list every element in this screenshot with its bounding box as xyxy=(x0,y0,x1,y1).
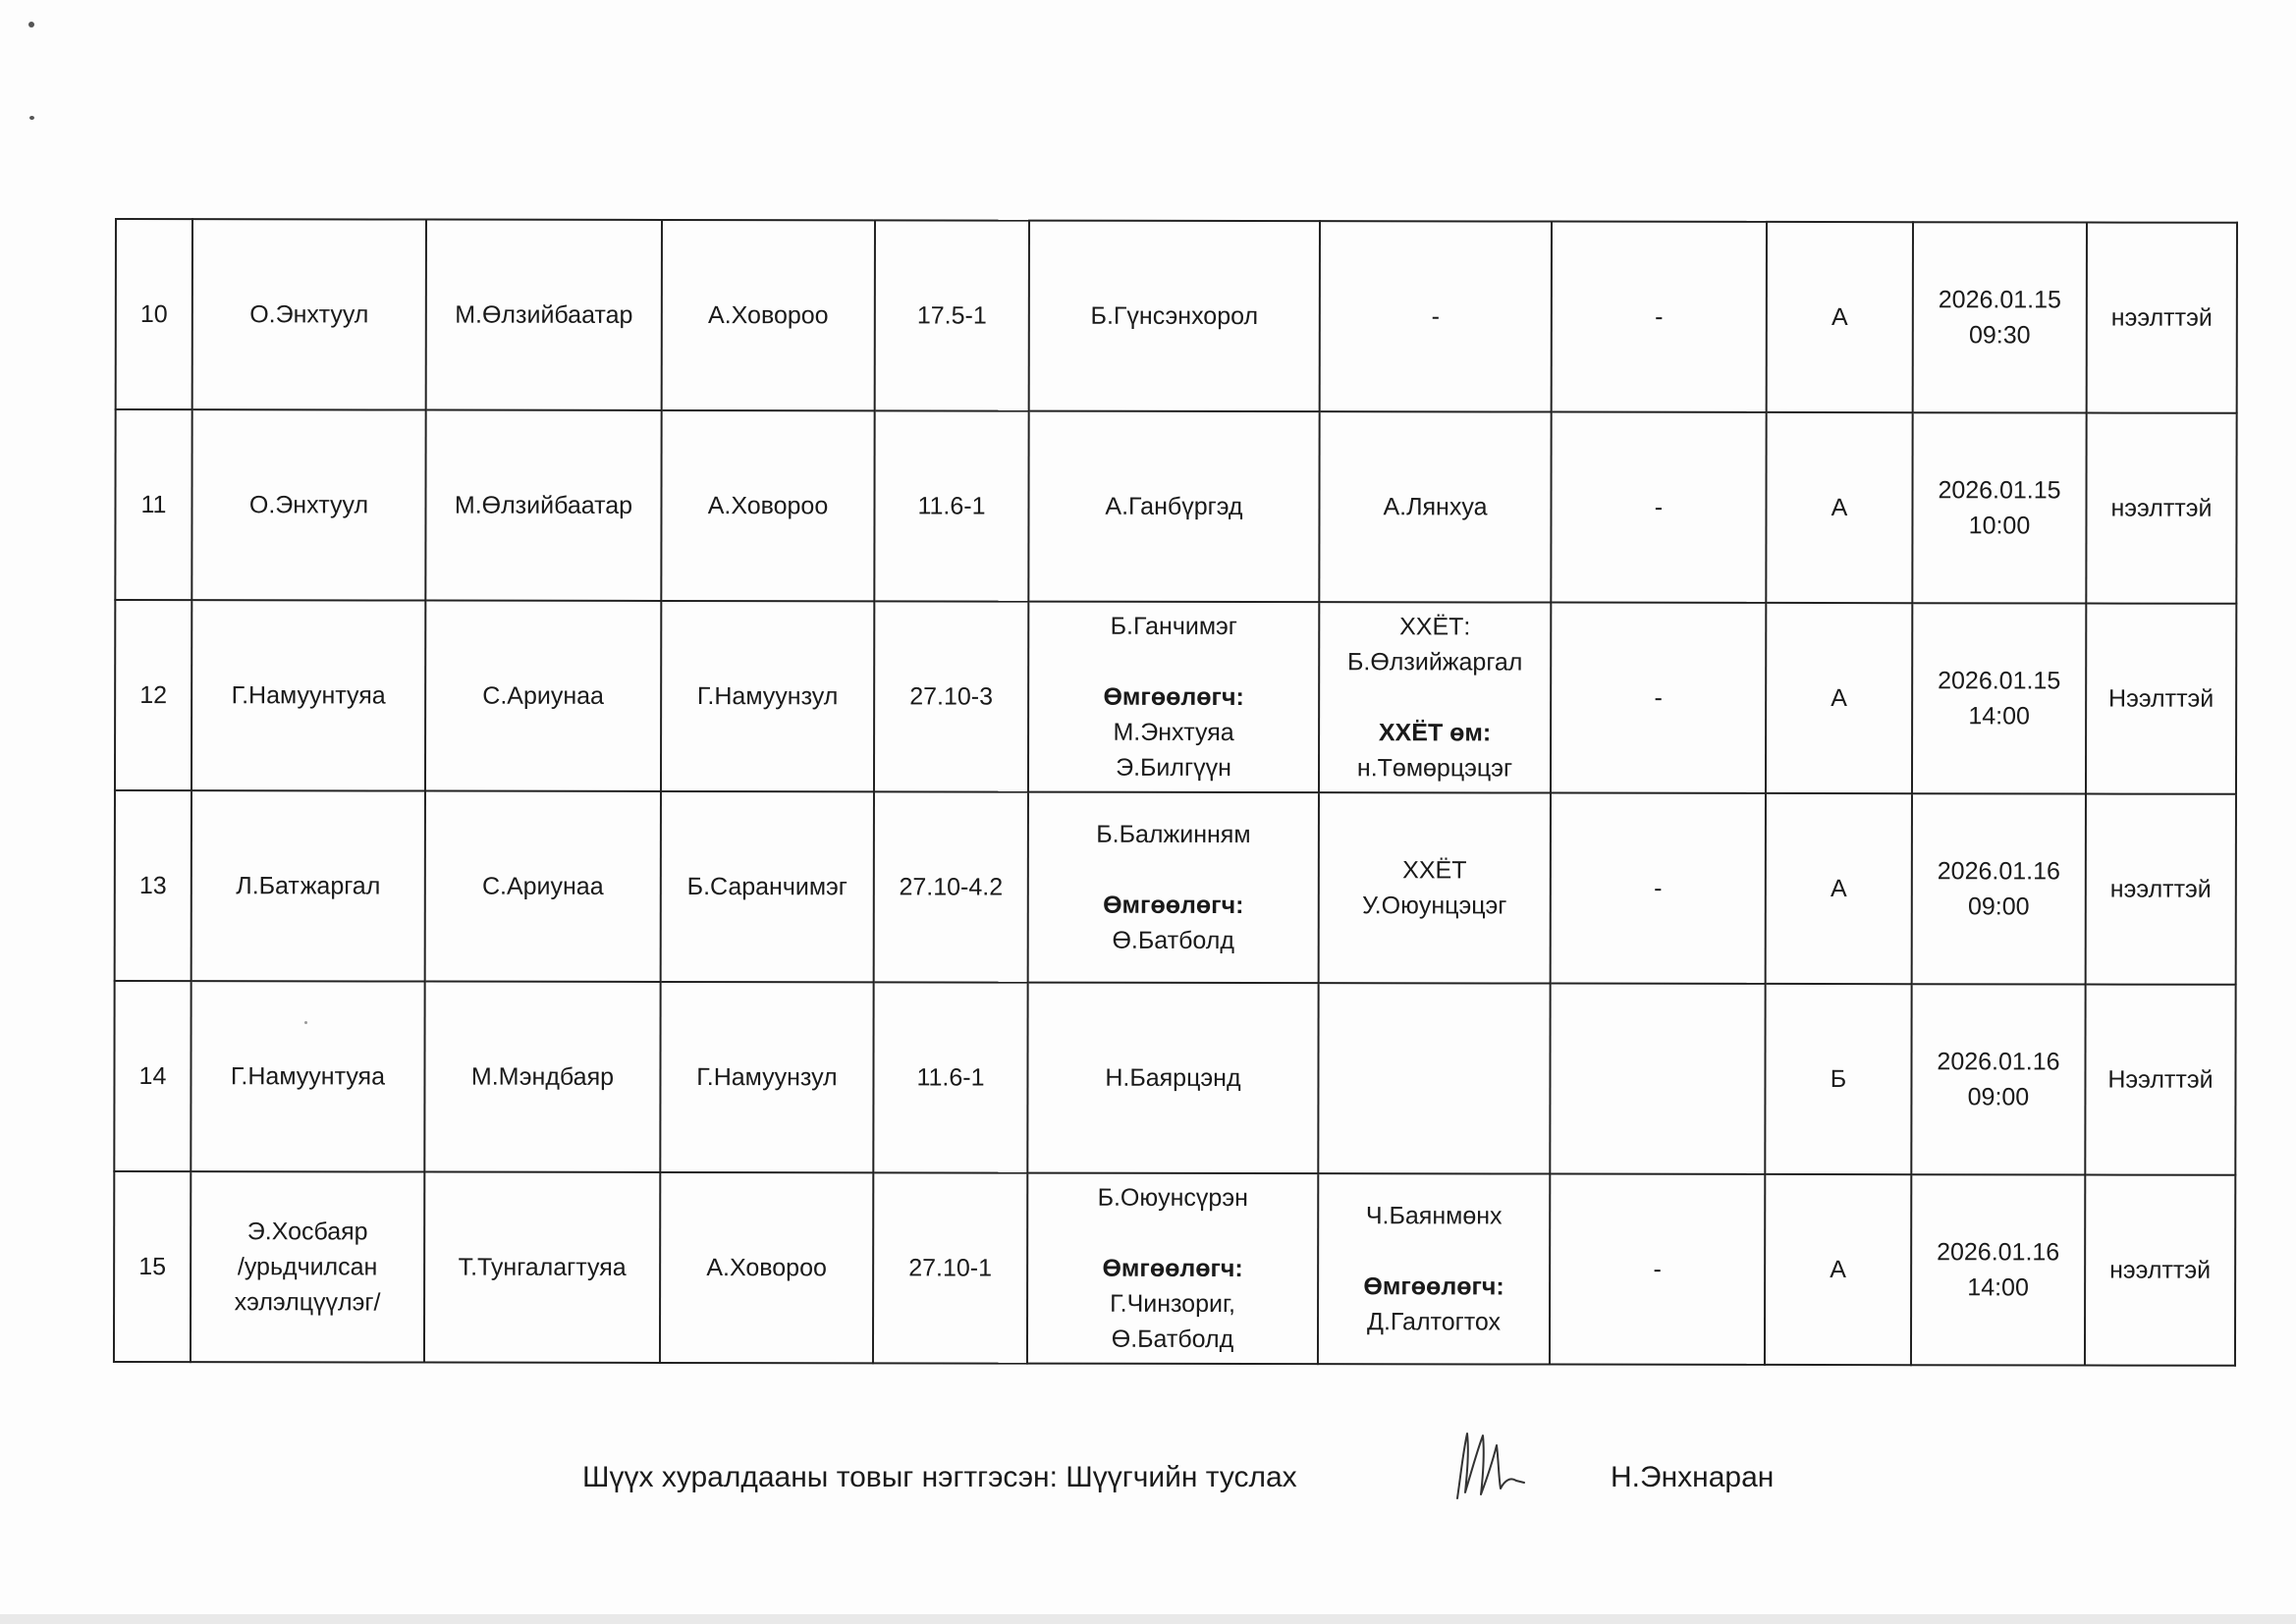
article-cell: 27.10-4.2 xyxy=(874,791,1028,982)
cell-line: хэлэлцүүлэг/ xyxy=(234,1288,381,1317)
cell-line: Э.Хосбаяр xyxy=(246,1218,368,1246)
misc-cell xyxy=(1550,984,1765,1174)
assistant-cell xyxy=(661,410,874,601)
cell-line: Б.Балжинням xyxy=(1096,820,1251,849)
participant-cell xyxy=(1318,1173,1550,1364)
cell-line: 2026.01.16 xyxy=(1937,1238,2060,1267)
party-cell xyxy=(191,1171,424,1362)
cell-line xyxy=(1034,1216,1311,1251)
cell-line: /урьдчилсан xyxy=(237,1253,378,1281)
article-cell: 17.5-1 xyxy=(875,220,1029,410)
datetime-cell xyxy=(1911,1174,2085,1365)
datetime-cell xyxy=(1912,793,2086,984)
participant-cell xyxy=(1319,792,1551,983)
cell-line: А.Лянхуа xyxy=(1383,493,1488,521)
cell-line: Өмгөөлөгч: xyxy=(1103,891,1244,920)
category-cell: Б xyxy=(1765,984,1911,1174)
cell-line: Ө.Батболд xyxy=(1112,926,1234,954)
judge-cell xyxy=(425,791,661,982)
cell-line: С.Ариунаа xyxy=(482,681,605,710)
datetime-cell xyxy=(1912,603,2086,793)
judge-cell xyxy=(425,601,661,791)
cell-line: Б.Ганчимэг xyxy=(1110,612,1237,640)
cell-line xyxy=(1035,644,1312,679)
cell-line: 09:00 xyxy=(1967,1083,2030,1111)
misc-cell: - xyxy=(1550,1174,1765,1365)
row-number-cell: 13 xyxy=(115,790,191,981)
misc-cell: - xyxy=(1551,603,1766,793)
assistant-cell xyxy=(661,601,874,791)
category-cell: А xyxy=(1766,603,1912,793)
article-cell: 11.6-1 xyxy=(873,982,1027,1172)
status-cell: нээлттэй xyxy=(2086,413,2236,604)
datetime-cell xyxy=(1912,412,2086,603)
cell-line: Өмгөөлөгч: xyxy=(1103,682,1244,712)
cell-line: Г.Намуунзул xyxy=(696,682,839,711)
hearing-schedule-table xyxy=(113,218,2238,1367)
cell-line: 2026.01.15 xyxy=(1938,286,2061,314)
judge-cell xyxy=(424,1172,660,1363)
participant-cell xyxy=(1027,1173,1318,1365)
cell-line: С.Ариунаа xyxy=(481,872,604,900)
cell-line: - xyxy=(1431,302,1441,331)
cell-line: М.Мэндбаяр xyxy=(470,1062,615,1091)
participant-cell xyxy=(1028,602,1319,793)
cell-line: 2026.01.16 xyxy=(1937,857,2060,886)
cell-line: А.Ховороо xyxy=(708,301,829,330)
participant-cell xyxy=(1319,411,1551,602)
page-bottom-edge xyxy=(0,1614,2296,1624)
cell-line: А.Ганбүргэд xyxy=(1105,492,1243,521)
category-cell: А xyxy=(1766,793,1912,984)
table-row xyxy=(115,790,2236,985)
row-number-cell: 12 xyxy=(115,600,191,790)
status-cell: нээлттэй xyxy=(2087,223,2237,413)
cell-line: н.Төмөрцэцэг xyxy=(1356,754,1513,783)
cell-line: Б.Саранчимэг xyxy=(686,873,847,901)
participant-cell xyxy=(1320,221,1552,411)
cell-line: Д.Галтогтох xyxy=(1367,1308,1502,1336)
cell-line: Б.Өлзийжаргал xyxy=(1347,648,1523,677)
article-cell: 11.6-1 xyxy=(874,410,1028,601)
status-cell: Нээлттэй xyxy=(2086,604,2236,794)
misc-cell: - xyxy=(1551,412,1766,603)
party-cell xyxy=(191,409,425,600)
cell-line: 2026.01.15 xyxy=(1938,476,2061,505)
table-row xyxy=(114,1171,2235,1366)
cell-line: М.Энхтуяа xyxy=(1113,718,1234,746)
participant-cell xyxy=(1318,983,1550,1173)
cell-line: ХХЁТ: xyxy=(1399,613,1471,641)
compiled-by-label: Шүүх хуралдааны товыг нэгтгэсэн: Шүүгчийн туслах xyxy=(582,1461,1297,1493)
cell-line: 14:00 xyxy=(1967,1273,2029,1302)
judge-cell xyxy=(426,220,662,410)
table-body xyxy=(114,219,2237,1366)
party-cell xyxy=(191,790,425,981)
assistant-cell xyxy=(662,220,875,410)
cell-line: Т.Тунгалагтуяа xyxy=(458,1253,627,1281)
footer xyxy=(0,1451,2296,1510)
cell-line: О.Энхтуул xyxy=(248,491,369,519)
cell-line: Г.Чинзориг, xyxy=(1110,1289,1236,1318)
category-cell: А xyxy=(1766,412,1912,603)
cell-line: 09:00 xyxy=(1967,893,2030,921)
signature-image xyxy=(1444,1422,1532,1510)
cell-line: Г.Намуунзул xyxy=(696,1063,838,1092)
judge-cell xyxy=(425,410,661,601)
cell-line: М.Өлзийбаатар xyxy=(455,300,633,329)
assistant-cell xyxy=(661,791,874,982)
datetime-cell xyxy=(1913,222,2087,412)
cell-line: ХХЁТ xyxy=(1402,856,1467,885)
cell-line: Ч.Баянмөнх xyxy=(1365,1202,1503,1230)
misc-cell: - xyxy=(1552,222,1767,412)
status-cell: нээлттэй xyxy=(2085,1175,2235,1366)
cell-line xyxy=(1035,852,1312,888)
party-cell xyxy=(191,600,425,790)
row-number-cell: 14 xyxy=(114,981,191,1171)
cell-line: Б.Гүнсэнхорол xyxy=(1090,301,1259,331)
cell-line: Н.Баярцэнд xyxy=(1105,1063,1241,1093)
cell-line xyxy=(1325,1233,1543,1269)
cell-line: Өмгөөлөгч: xyxy=(1102,1254,1243,1283)
status-cell: Нээлттэй xyxy=(2085,985,2235,1175)
assistant-cell xyxy=(660,982,873,1172)
article-cell: 27.10-1 xyxy=(873,1172,1027,1363)
article-cell: 27.10-3 xyxy=(874,601,1028,791)
table-row xyxy=(116,219,2237,413)
participant-cell xyxy=(1027,983,1318,1174)
cell-line: М.Өлзийбаатар xyxy=(454,491,633,519)
participant-cell xyxy=(1029,221,1320,412)
table-row xyxy=(114,981,2235,1175)
row-number-cell: 11 xyxy=(115,409,191,600)
row-number-cell: 10 xyxy=(116,219,192,409)
participant-cell xyxy=(1319,602,1551,792)
cell-line: 2026.01.15 xyxy=(1938,667,2061,695)
category-cell: А xyxy=(1765,1174,1911,1365)
cell-line: Ө.Батболд xyxy=(1111,1325,1234,1353)
cell-line: 10:00 xyxy=(1968,512,2031,540)
cell-line: Г.Намуунтуяа xyxy=(230,1062,386,1091)
cell-line: А.Ховороо xyxy=(707,492,829,520)
cell-line: Л.Батжаргал xyxy=(236,872,381,900)
party-cell xyxy=(192,219,426,409)
cell-line xyxy=(1326,679,1544,715)
misc-cell: - xyxy=(1551,793,1766,984)
party-cell xyxy=(191,981,424,1171)
cell-line: О.Энхтуул xyxy=(249,300,369,329)
cell-line: Өмгөөлөгч: xyxy=(1363,1272,1504,1301)
scan-speck xyxy=(28,22,34,27)
cell-line: Б.Оюунсүрэн xyxy=(1097,1183,1248,1213)
cell-line: 14:00 xyxy=(1968,702,2030,731)
cell-line: А.Ховороо xyxy=(706,1254,827,1282)
row-number-cell: 15 xyxy=(114,1171,191,1362)
cell-line: ХХЁТ өм: xyxy=(1378,719,1492,747)
cell-line: У.Оюунцэцэг xyxy=(1362,892,1507,920)
participant-cell xyxy=(1028,792,1319,984)
status-cell: нээлттэй xyxy=(2086,794,2236,985)
cell-line: Э.Билгүүн xyxy=(1116,753,1231,782)
assistant-cell xyxy=(660,1172,873,1363)
table-row xyxy=(115,409,2236,604)
judge-cell xyxy=(424,982,660,1172)
datetime-cell xyxy=(1911,984,2085,1174)
cell-line: 2026.01.16 xyxy=(1937,1048,2060,1076)
signer-name: Н.Энхнаран xyxy=(1611,1461,1775,1493)
cell-line: Г.Намуунтуяа xyxy=(231,681,386,710)
category-cell: А xyxy=(1767,222,1913,412)
cell-line: 09:30 xyxy=(1968,321,2031,350)
scan-speck xyxy=(29,116,34,120)
participant-cell xyxy=(1028,411,1319,603)
table-row xyxy=(115,600,2236,794)
